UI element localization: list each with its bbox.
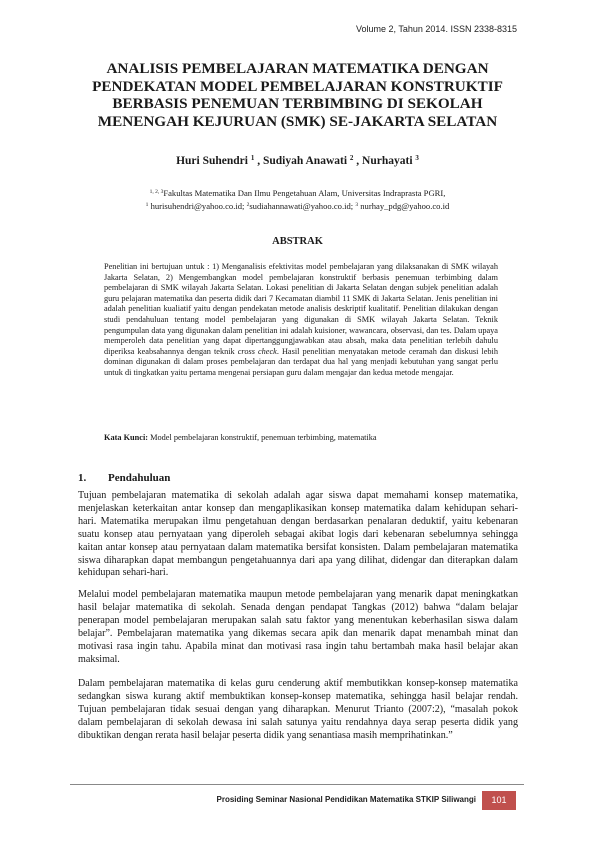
page-number-badge: 101 <box>482 791 516 810</box>
keywords-label: Kata Kunci: <box>104 433 149 442</box>
affiliation-text: Fakultas Matematika Dan Ilmu Pengetahuan Alam, Universitas Indraprasta PGRI, <box>163 188 446 198</box>
title-line: BERBASIS PENEMUAN TERBIMBING DI SEKOLAH <box>112 95 483 112</box>
author-name: Huri Suhendri <box>176 155 248 167</box>
paper-title <box>70 60 525 130</box>
body-paragraph: Melalui model pembelajaran matematika maupun metode pembelajaran yang menarik dapat meningkatkan hasil belajar matematika di sekolah. Senada dengan pendapat Tangkas (2012) bahwa “dalam belajar penerapan model pembelajaran merupakan salah satu faktor yang menentukan keberhasilan siswa dalam belajar”. Pembelajaran matematika yang dikemas secara apik dan menarik dapat menambah minat dan motivasi rasa ingin tahu. Apabila minat dan motivasi rasa ingin tahu bertambah maka hasil belajar akan maksimal. <box>78 589 518 665</box>
footer-divider <box>70 784 524 785</box>
email-line <box>0 199 595 212</box>
abstract-heading: ABSTRAK <box>272 236 323 247</box>
affil-mark: 2 <box>246 202 250 208</box>
abstract-text <box>104 262 498 379</box>
author-affil-mark: 3 <box>415 154 419 162</box>
running-header: Volume 2, Tahun 2014. ISSN 2338-8315 <box>356 24 517 34</box>
email-link[interactable]: sudiahannawati@yahoo.co.id; <box>249 201 354 211</box>
title-line: ANALISIS PEMBELAJARAN MATEMATIKA DENGAN <box>106 60 489 77</box>
keywords <box>104 433 504 442</box>
email-link[interactable]: nurhay_pdg@yahoo.co.id <box>360 201 450 211</box>
author-separator: , <box>254 155 263 167</box>
page-footer <box>70 791 524 809</box>
section-number: 1. <box>78 472 87 484</box>
section-heading <box>78 472 170 484</box>
affil-mark: 1 <box>145 202 149 208</box>
email-link[interactable]: hurisuhendri@yahoo.co.id; <box>150 201 245 211</box>
affil-mark: 3 <box>355 202 359 208</box>
abstract-italic-term: cross check <box>237 346 277 356</box>
title-line: MENENGAH KEJURUAN (SMK) SE-JAKARTA SELATAN <box>97 112 498 130</box>
section-title: Pendahuluan <box>108 472 171 484</box>
abstract-part: Penelitian ini bertujuan untuk : 1) Menganalisis efektivitas model pembelajaran yang dilaksanakan di SMK wilayah Jakarta Selatan, 2) Mengembangkan model pembelajaran konstruktif berbasis penemuan terbimbing dalam pembelajaran di SMK wilayah Jakarta Selatan. Lokasi penelitian di Jakarta Selatan dengan subjek penelitian adalah guru pelajaran matematika dan peserta didik dari 7 Kecamatan diambil 11 SMK di Jakarta Selatan. Jenis penelitian ini adalah penelitian kualiatif yaitu dengan pendekatan metode analisis deskriptif kualitatif. Penelitian dilakukan dengan studi pendahuluan tentang model pembelajaran yang digunakan di SMK wilayah Jakarta Selatan. Teknik pengumpulan data yang digunakan dalam penelitian ini adalah kuisioner, wawancara, observasi, dan tes. Dalam upaya memperoleh data penelitian yang dapat dipertanggungjawabkan atau absah, maka data penelitian terlebih dahulu diperiksa keabsahannya dengan teknik <box>104 262 498 356</box>
proceedings-title: Prosiding Seminar Nasional Pendidikan Matematika STKIP Siliwangi <box>216 795 476 804</box>
abstract-part: . Hasil penelitian menyatakan metode ceramah dan diskusi lebih dominan digunakan di dalam proses pembelajaran dan terdapat dua hal yang menjadi kebutuhan yang sangat perlu untuk di tingkatkan yaitu pertama mengenai persiapan guru dalam mengajar dan kedua metode mengajar. <box>104 346 498 377</box>
author-name: Nurhayati <box>362 155 413 167</box>
body-paragraph: Tujuan pembelajaran matematika di sekolah adalah agar siswa dapat memahami konsep matematika, menjelaskan keterkaitan antar konsep dan mengaplikasikan konsep matematika dalam kehidupan sehari-hari. Matematika merupakan ilmu pengetahuan dengan berdasarkan penalaran deduktif, yaitu kebenaran suatu konsep atau pernyataan yang diperoleh sebagai akibat logis dari kebenaran sebelumnya sehingga kaitan antar konsep atau pernyataan dalam matematika bersifat konsisten. Dalam pembelajaran matematika siswa diharapkan dapat membangun pengetahuannya dari apa yang dilihat, didengar dan diterapkan dalam kehidupan sehari-hari. <box>78 490 518 579</box>
author-affil-mark: 1 <box>250 154 255 162</box>
title-line: PENDEKATAN MODEL PEMBELAJARAN KONSTRUKTIF <box>92 77 503 95</box>
author-affil-mark: 2 <box>349 154 354 162</box>
body-paragraph: Dalam pembelajaran matematika di kelas guru cenderung aktif membutikkan konsep-konsep matematika sedangkan siswa kurang aktif membuktikan konsep-konsep matematika, sehingga hasil belajar rendah. Tujuan pembelajaran tidak sesuai dengan yang diharapkan. Menurut Trianto (2007:2), “masalah pokok dalam pembelajaran di sekolah dewasa ini salah satunya yaitu rendahnya daya serap peserta didik yang dibuktikan dengan rerata hasil belajar peserta didik yang senantiasa masih memprihatinkan.” <box>78 678 518 741</box>
keywords-text: Model pembelajaran konstruktif, penemuan terbimbing, matematika <box>148 433 377 442</box>
author-list <box>0 154 595 167</box>
affiliation-line <box>0 186 595 199</box>
affiliation-block <box>0 186 595 212</box>
author-name: Sudiyah Anawati <box>262 155 348 167</box>
affil-mark: 1, 2, 3 <box>149 189 164 195</box>
author-separator: , <box>353 155 363 167</box>
